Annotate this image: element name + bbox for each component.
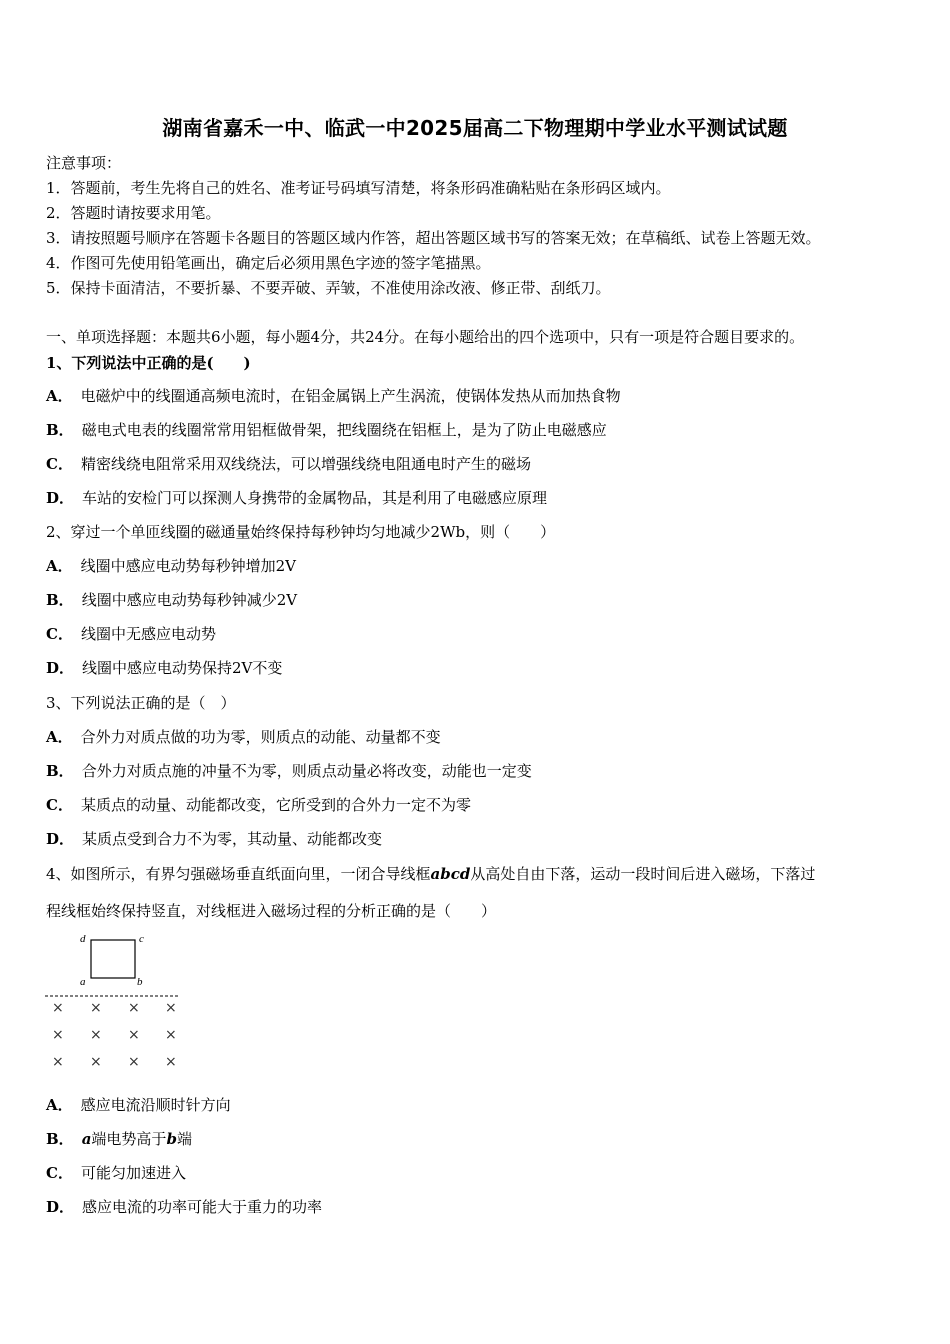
question-1-stem: 1、下列说法中正确的是( ) — [46, 354, 251, 372]
field-cross: × — [128, 1054, 140, 1070]
field-cross: × — [165, 1000, 177, 1016]
field-cross: × — [90, 1054, 102, 1070]
question-3-option-b — [46, 760, 532, 781]
stem-text: 4、如图所示，有界匀强磁场垂直纸面向里，一闭合导线框 — [46, 865, 431, 883]
question-3-option-a — [46, 726, 441, 747]
option-label: C． — [46, 1164, 73, 1182]
field-cross: × — [128, 1027, 140, 1043]
option-text: 磁电式电表的线圈常常用铝框做骨架，把线圈绕在铝框上，是为了防止电磁感应 — [81, 421, 607, 439]
option-text: 线圈中感应电动势每秒钟增加2V — [80, 557, 297, 575]
question-1-option-a — [46, 385, 621, 406]
option-text: 合外力对质点施的冲量不为零，则质点动量必将改变，动能也一定变 — [81, 762, 532, 780]
question-2-option-a — [46, 555, 296, 576]
question-4-option-b — [46, 1128, 192, 1149]
question-4-stem — [46, 863, 815, 884]
question-2-option-d — [46, 657, 282, 678]
option-label: C． — [46, 625, 73, 643]
field-cross: × — [52, 1027, 64, 1043]
diagram-svg — [40, 928, 200, 1078]
field-cross: × — [165, 1027, 177, 1043]
option-label: A． — [46, 387, 73, 405]
option-text: 电磁炉中的线圈通高频电流时，在铝金属锅上产生涡流，使锅体发热从而加热食物 — [80, 387, 621, 405]
option-label: D． — [46, 830, 75, 848]
question-4-option-d — [46, 1196, 322, 1217]
question-3-option-d — [46, 828, 382, 849]
option-text: 车站的安检门可以探测人身携带的金属物品，其是利用了电磁感应原理 — [82, 489, 548, 507]
frame-name: abcd — [430, 865, 471, 883]
option-label: B． — [46, 421, 74, 439]
field-crosses — [52, 1000, 177, 1070]
question-4-option-a — [46, 1094, 231, 1115]
question-1-option-b — [46, 419, 607, 440]
option-text: 端 — [176, 1130, 192, 1148]
variable-a: a — [81, 1130, 92, 1148]
field-cross: × — [52, 1054, 64, 1070]
notice-item: 2．答题时请按要求用笔。 — [46, 204, 221, 222]
field-cross: × — [165, 1054, 177, 1070]
option-text: 端电势高于 — [91, 1130, 167, 1148]
option-label: B． — [46, 1130, 74, 1148]
corner-label-b: b — [137, 976, 143, 988]
option-text: 线圈中无感应电动势 — [80, 625, 216, 643]
corner-label-d: d — [80, 933, 86, 945]
page-title: 湖南省嘉禾一中、临武一中2025届高二下物理期中学业水平测试试题 — [162, 116, 788, 140]
notice-item: 1．答题前，考生先将自己的姓名、准考证号码填写清楚，将条形码准确粘贴在条形码区域内。 — [46, 179, 671, 197]
option-label: A． — [46, 728, 73, 746]
question-3-option-c — [46, 794, 471, 815]
option-label: B． — [46, 762, 74, 780]
option-text: 感应电流沿顺时针方向 — [80, 1096, 231, 1114]
option-text: 某质点的动量、动能都改变，它所受到的合外力一定不为零 — [80, 796, 471, 814]
variable-b: b — [166, 1130, 177, 1148]
corner-label-c: c — [139, 933, 144, 945]
option-text: 精密线绕电阻常采用双线绕法，可以增强线绕电阻通电时产生的磁场 — [80, 455, 531, 473]
option-label: D． — [46, 1198, 75, 1216]
option-label: D． — [46, 659, 75, 677]
corner-label-a: a — [80, 976, 86, 988]
stem-text: 从高处自由下落，运动一段时间后进入磁场，下落过 — [470, 865, 816, 883]
wire-frame — [91, 940, 135, 978]
option-text: 合外力对质点做的功为零，则质点的动能、动量都不变 — [80, 728, 441, 746]
field-cross: × — [90, 1000, 102, 1016]
option-label: A． — [46, 1096, 73, 1114]
section-heading: 一、单项选择题：本题共6小题，每小题4分，共24分。在每小题给出的四个选项中，只有一项是符合题目要求的。 — [46, 328, 805, 346]
question-4-option-c — [46, 1162, 186, 1183]
question-1-option-c — [46, 453, 531, 474]
question-1-option-d — [46, 487, 547, 508]
option-label: C． — [46, 455, 73, 473]
option-label: D． — [46, 489, 75, 507]
option-label: A． — [46, 557, 73, 575]
notice-item: 5．保持卡面清洁，不要折暴、不要弄破、弄皱，不准使用涂改液、修正带、刮纸刀。 — [46, 279, 611, 297]
field-cross: × — [52, 1000, 64, 1016]
notice-heading: 注意事项： — [46, 154, 122, 172]
notice-item: 3．请按照题号顺序在答题卡各题目的答题区域内作答，超出答题区域书写的答案无效；在草稿纸、试卷上答题无效。 — [46, 229, 821, 247]
option-text: 感应电流的功率可能大于重力的功率 — [82, 1198, 323, 1216]
question-2-option-c — [46, 623, 216, 644]
option-text: 线圈中感应电动势每秒钟减少2V — [81, 591, 298, 609]
notice-item: 4．作图可先使用铅笔画出，确定后必须用黑色字迹的签字笔描黑。 — [46, 254, 491, 272]
field-cross: × — [128, 1000, 140, 1016]
option-label: C． — [46, 796, 73, 814]
question-3-stem: 3、下列说法正确的是（ ） — [46, 694, 236, 712]
magnetic-field-diagram — [40, 928, 200, 1082]
field-cross: × — [90, 1027, 102, 1043]
question-2-option-b — [46, 589, 297, 610]
option-text: 可能匀加速进入 — [80, 1164, 186, 1182]
option-text: 某质点受到合力不为零，其动量、动能都改变 — [82, 830, 383, 848]
option-text: 线圈中感应电动势保持2V不变 — [82, 659, 283, 677]
option-label: B． — [46, 591, 74, 609]
question-2-stem: 2、穿过一个单匝线圈的磁通量始终保持每秒钟均匀地减少2Wb，则（ ） — [46, 523, 556, 541]
question-4-stem-line2: 程线框始终保持竖直，对线框进入磁场过程的分析正确的是（ ） — [46, 902, 497, 920]
